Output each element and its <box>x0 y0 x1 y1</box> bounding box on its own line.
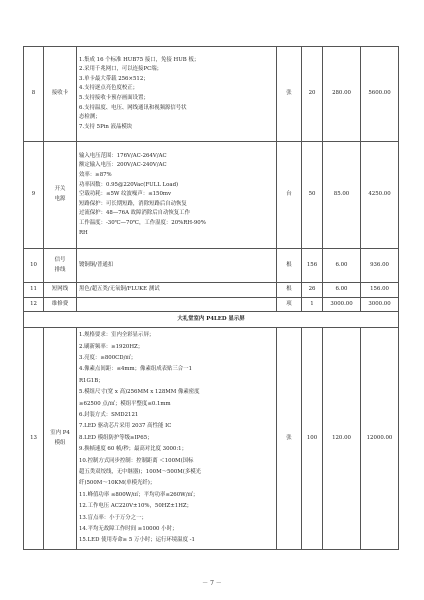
quantity-cell: 156 <box>302 249 323 283</box>
item-spec: 镀铜铜/普通扣 <box>77 249 277 283</box>
total-price-cell: 156.00 <box>361 283 399 298</box>
item-name: 信号 排线 <box>44 249 77 283</box>
table-row <box>24 298 399 312</box>
row-number: 10 <box>24 249 44 283</box>
table-row <box>24 47 399 142</box>
table-row <box>24 328 399 550</box>
unit-price-cell: 85.00 <box>323 142 361 249</box>
unit-price-cell: 3000.00 <box>323 298 361 312</box>
total-price-cell: 3000.00 <box>361 298 399 312</box>
item-name: 维修费 <box>44 298 77 312</box>
unit-cell: 根 <box>277 283 302 298</box>
unit-price-cell: 6.00 <box>323 249 361 283</box>
unit-cell: 张 <box>277 328 302 550</box>
table-row <box>24 249 399 283</box>
row-number: 8 <box>24 47 44 142</box>
row-number: 12 <box>24 298 44 312</box>
item-name: 短网线 <box>44 283 77 298</box>
item-spec: 输入电压范围：176V/AC-264V/AC 额定输入电压：200V/AC-240V/AC 效率：≥87% 功率因数：0.95@220Vac(FULL Load) 空载功耗：≤5W 纹波噪声：≤150mv 短路保护：可长期短路，消除短路后自动恢复 过流保护：48—76A 故障消除后自动恢复工作 工作温度：-30℃—70℃，工作湿度：20%RH-90% RH <box>77 142 277 249</box>
spec-table <box>23 46 399 550</box>
row-number: 9 <box>24 142 44 249</box>
item-spec: 1.集成 16 个标准 HUB75 接口，免接 HUB 板； 2.采用千兆网口，可以连接PC端； 3.单卡最大带载 256×512； 4.支持逐点亮色度校正； 5.支持接收卡预存画面设置； 6.支持温度、电压、网线通讯和视频源信号状 态检测； 7.支持 5Pin 液晶模块 <box>77 47 277 142</box>
total-price-cell: 12000.00 <box>361 328 399 550</box>
spec-table-body <box>24 47 399 550</box>
item-spec: 黑色/超五类/无氧铜/FLUKE 测试 <box>77 283 277 298</box>
item-name: 室内 P4 模组 <box>44 328 77 550</box>
quantity-cell: 100 <box>302 328 323 550</box>
unit-price-cell: 280.00 <box>323 47 361 142</box>
unit-cell: 根 <box>277 249 302 283</box>
total-price-cell: 936.00 <box>361 249 399 283</box>
unit-cell: 张 <box>277 47 302 142</box>
table-row <box>24 283 399 298</box>
unit-cell: 项 <box>277 298 302 312</box>
item-name: 接收卡 <box>44 47 77 142</box>
item-spec <box>77 298 277 312</box>
table-row <box>24 142 399 249</box>
item-spec: 1.规格要求：室内全彩显示屏； 2.刷新频率：≥1920HZ； 3.亮度：≥800CD/㎡； 4.像素点间距：≤4mm；像素组成表贴三合一1 R1G1B； 5.模组尺寸(宽 x 高)256MM x 128MM 像素密度 ≥62500 点/㎡；模组平整度≤0.1mm 6.封装方式：SMD2121 7.LED 驱动芯片采用 2037 高性能 IC 8.LED 模组防护等级≥IP65； 9.换帧速度 60 帧/秒；最高对比度 3000:1； 10.控制方式同步控制：控制距离 ＜100M(国标 超五类双绞线，无中继器)；100M～500M(多模光 纤)500M～10KM(单模光纤)； 11.峰值功率 ≤800W/㎡；平均功率≤260W/㎡； 12.工作电压 AC220V±10%，50HZ±1HZ； 13.盲点率：小于万分之一； 14.平均无故障工作时间 ≥10000 小时； 15.LED 使用寿命≥ 5 万小时；运行环境温度 -1 <box>77 328 277 550</box>
total-price-cell: 4250.00 <box>361 142 399 249</box>
section-title: 大礼堂室内 P4LED 显示屏 <box>24 312 399 328</box>
quantity-cell: 26 <box>302 283 323 298</box>
row-number: 13 <box>24 328 44 550</box>
unit-price-cell: 120.00 <box>323 328 361 550</box>
item-name: 开关 电源 <box>44 142 77 249</box>
section-row <box>24 312 399 328</box>
row-number: 11 <box>24 283 44 298</box>
quantity-cell: 50 <box>302 142 323 249</box>
unit-price-cell: 6.00 <box>323 283 361 298</box>
unit-cell: 台 <box>277 142 302 249</box>
page-number: － 7 － <box>202 580 222 587</box>
total-price-cell: 5600.00 <box>361 47 399 142</box>
quantity-cell: 20 <box>302 47 323 142</box>
quantity-cell: 1 <box>302 298 323 312</box>
